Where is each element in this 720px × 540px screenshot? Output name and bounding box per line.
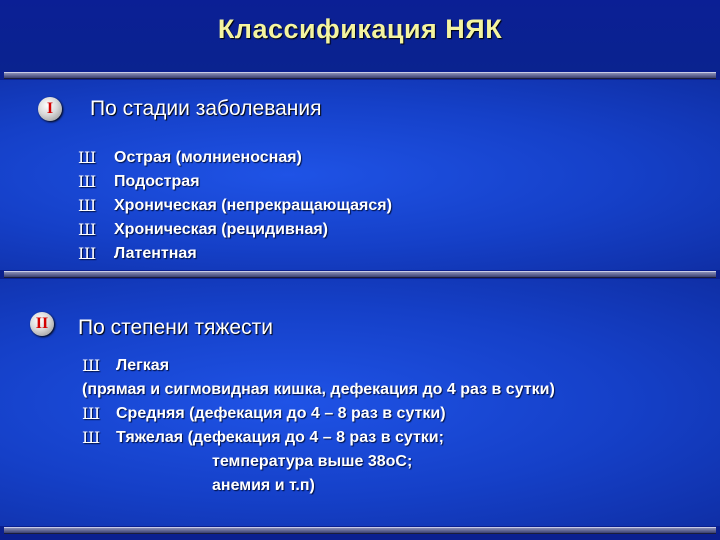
divider-top — [4, 72, 716, 79]
list-item — [82, 354, 555, 378]
bullet-icon: Ш — [78, 220, 97, 239]
section-2-numeral-badge: II — [30, 312, 54, 336]
bullet-icon: Ш — [78, 196, 97, 215]
divider-middle — [4, 271, 716, 278]
list-item-text: Латентная — [114, 245, 197, 262]
bullet-icon: Ш — [82, 428, 101, 447]
list-item-continuation: температура выше 38оС; — [212, 453, 413, 470]
list-item — [82, 402, 555, 426]
list-item-continuation: анемия и т.п) — [212, 477, 315, 494]
list-item — [78, 170, 392, 194]
list-item — [82, 426, 555, 450]
title-band — [0, 0, 720, 70]
divider-bottom — [4, 527, 716, 534]
section-1-heading: По стадии заболевания — [90, 97, 322, 120]
bullet-icon: Ш — [78, 172, 97, 191]
list-item-text: Хроническая (непрекращающаяся) — [114, 197, 392, 214]
section-2-list — [82, 354, 555, 498]
bullet-icon: Ш — [82, 404, 101, 423]
list-item — [78, 146, 392, 170]
list-item — [78, 242, 392, 266]
list-item — [78, 194, 392, 218]
section-2-heading: По степени тяжести — [78, 316, 273, 339]
list-item-detail: (прямая и сигмовидная кишка, дефекация до 4 раз в сутки) — [82, 381, 555, 398]
list-item — [78, 218, 392, 242]
section-1-list — [78, 146, 392, 266]
list-item-text: Острая (молниеносная) — [114, 149, 302, 166]
slide-title: Классификация НЯК — [217, 14, 503, 44]
bullet-icon: Ш — [82, 356, 101, 375]
bullet-icon: Ш — [78, 244, 97, 263]
section-1-panel — [0, 80, 720, 270]
section-1-numeral-badge: I — [38, 97, 62, 121]
list-item-text: Тяжелая (дефекация до 4 – 8 раз в сутки; — [116, 429, 444, 446]
list-item-text: Хроническая (рецидивная) — [114, 221, 329, 238]
list-item-text: Подострая — [114, 173, 200, 190]
list-item-text: Средняя (дефекация до 4 – 8 раз в сутки) — [116, 405, 446, 422]
list-item-text: Легкая — [116, 357, 170, 374]
section-2-panel — [0, 279, 720, 526]
bullet-icon: Ш — [78, 148, 97, 167]
